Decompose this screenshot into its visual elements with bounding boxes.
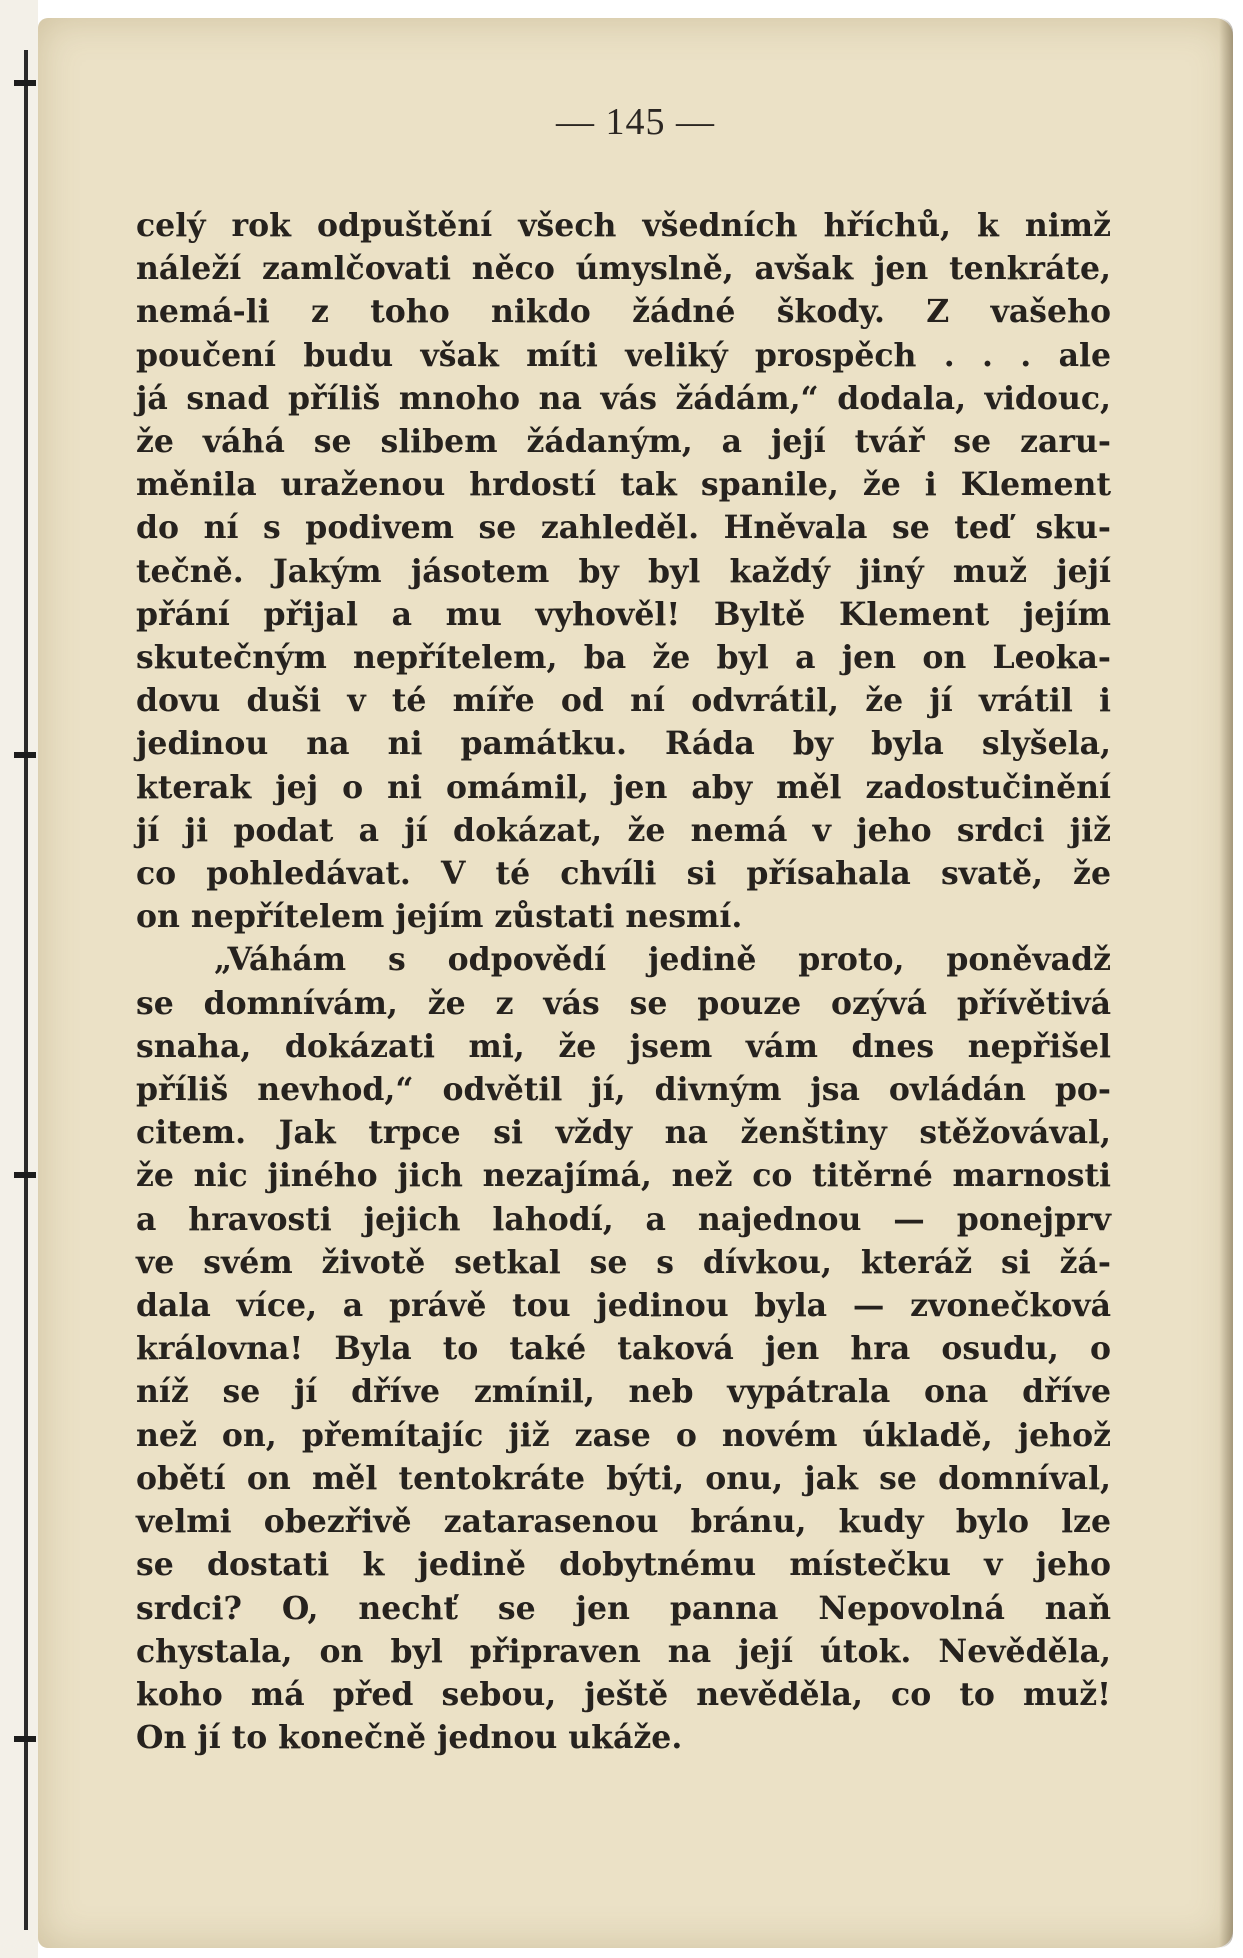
- text-line: ve svém životě setkal se s dívkou, kteráž si žá-: [136, 1243, 1111, 1281]
- text-line: snaha, dokázati mi, že jsem vám dnes nepřišel: [136, 1027, 1111, 1065]
- text-line: poučení budu však míti veliký prospěch . . . ale: [136, 336, 1111, 374]
- text-line: koho má před sebou, ještě nevěděla, co to muž!: [136, 1675, 1111, 1713]
- text-line: náleží zamlčovati něco úmyslně, avšak jen tenkráte,: [136, 250, 1111, 288]
- text-line: níž se jí dříve zmínil, neb vypátrala ona dříve: [136, 1373, 1111, 1411]
- text-line: chystala, on byl připraven na její útok. Nevěděla,: [136, 1632, 1111, 1670]
- binding-mark: [14, 1172, 36, 1178]
- text-line: a hravosti jejich lahodí, a najednou — ponejprv: [136, 1200, 1111, 1238]
- text-line: že nic jiného jich nezajímá, než co titěrné marnosti: [136, 1157, 1111, 1195]
- text-line: kterak jej o ni omámil, jen aby měl zadostučinění: [136, 768, 1111, 806]
- text-line: jí ji podat a jí dokázat, že nemá v jeho srdci již: [136, 811, 1111, 849]
- text-line: příliš nevhod,“ odvětil jí, divným jsa ovládán po-: [136, 1071, 1111, 1109]
- text-line: dala více, a právě tou jedinou byla — zvonečková: [136, 1287, 1111, 1325]
- binding-mark: [14, 80, 36, 86]
- binding-line: [24, 50, 28, 1930]
- text-line: on nepřítelem jejím zůstati nesmí.: [136, 898, 743, 936]
- text-line: než on, přemítajíc již zase o novém úkladě, jehož: [136, 1416, 1111, 1454]
- book-page: [38, 18, 1233, 1948]
- binding-edge: [0, 0, 38, 1958]
- text-line: jedinou na ni památku. Ráda by byla slyšela,: [136, 725, 1111, 763]
- text-line: obětí on měl tentokráte býti, onu, jak se domníval,: [136, 1459, 1111, 1497]
- text-line: co pohledávat. V té chvíli si přísahala svatě, že: [136, 855, 1111, 893]
- text-line: do ní s podivem se zahleděl. Hněvala se teď sku-: [136, 509, 1111, 547]
- binding-mark: [14, 752, 36, 758]
- body-text: [136, 204, 1111, 1759]
- text-line: přání přijal a mu vyhověl! Byltě Klement jejím: [136, 595, 1111, 633]
- text-line: se domnívám, že z vás se pouze ozývá přívětivá: [136, 984, 1111, 1022]
- text-line: měnila uraženou hrdostí tak spanile, že i Klement: [136, 466, 1111, 504]
- page-number: — 145 —: [556, 101, 715, 143]
- page-edge-shadow: [1219, 18, 1233, 1948]
- text-line: nemá-li z toho nikdo žádné škody. Z vašeho: [136, 293, 1111, 331]
- binding-mark: [14, 1736, 36, 1742]
- text-line: že váhá se slibem žádaným, a její tvář se zaru-: [136, 423, 1111, 461]
- text-line: skutečným nepřítelem, ba že byl a jen on Leoka-: [136, 639, 1111, 677]
- text-line: srdci? O, nechť se jen panna Nepovolná naň: [136, 1589, 1111, 1627]
- text-line: velmi obezřivě zatarasenou bránu, kudy bylo lze: [136, 1503, 1111, 1541]
- text-line: dovu duši v té míře od ní odvrátil, že jí vrátil i: [136, 682, 1111, 720]
- text-line: „Váhám s odpovědí jedině proto, poněvadž: [214, 941, 1111, 979]
- text-line: se dostati k jedině dobytnému místečku v jeho: [136, 1546, 1111, 1584]
- text-line: já snad příliš mnoho na vás žádám,“ dodala, vidouc,: [136, 379, 1111, 417]
- text-line: celý rok odpuštění všech všedních hříchů, k nimž: [136, 207, 1111, 244]
- text-line: On jí to konečně jednou ukáže.: [136, 1719, 683, 1757]
- text-line: citem. Jak trpce si vždy na ženštiny stěžovával,: [136, 1114, 1111, 1152]
- text-line: královna! Byla to také taková jen hra osudu, o: [136, 1330, 1111, 1368]
- text-line: tečně. Jakým jásotem by byl každý jiný muž její: [136, 552, 1111, 590]
